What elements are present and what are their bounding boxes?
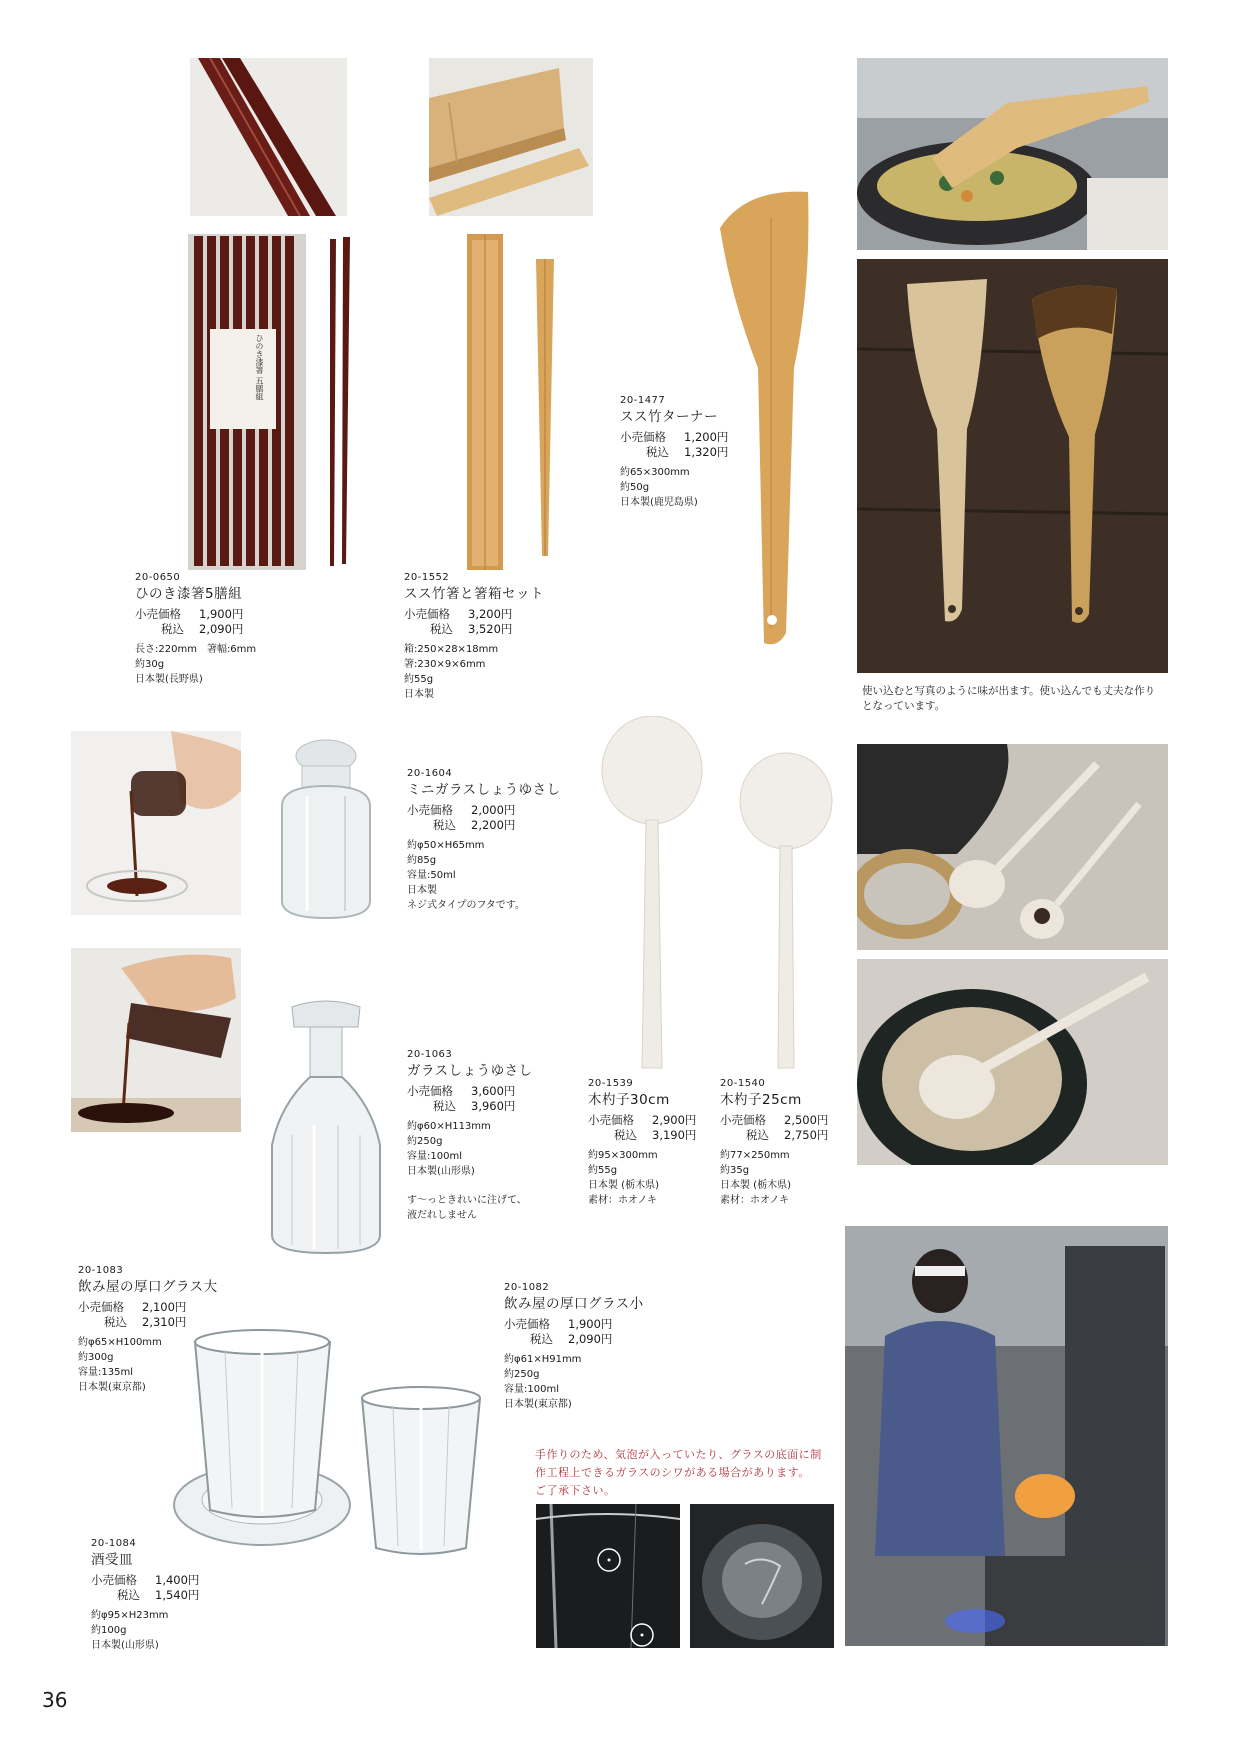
bamboo-box-closeup-photo [429,58,593,216]
spec-line: 約65×300mm [620,467,690,478]
spec-line: 箸:230×9×6mm [404,659,486,670]
page-number: 36 [42,1688,68,1712]
product-1540 [720,1076,850,1208]
spec-line: 約55g [588,1165,618,1176]
product-1539 [588,1076,718,1208]
product-name: 木杓子30cm [588,1092,670,1108]
turner-caption [862,684,1172,714]
product-1084 [91,1536,241,1653]
spec-line: 日本製(東京都) [78,1382,146,1393]
tax-label: 税込 [117,1588,140,1602]
spec-line: ネジ式タイプのフタです。 [407,900,525,911]
product-name: 木杓子25cm [720,1092,802,1108]
spec-line: 日本製 (栃木県) [720,1180,791,1191]
price: 1,200円 [684,430,729,444]
price-label: 小売価格 [91,1573,137,1587]
warning-line: 作工程上できるガラスのシワがある場合があります。 [535,1466,810,1479]
mini-glass-dispenser-photo [262,736,390,920]
product-code: 20-0650 [135,572,181,583]
spec-line: 約250g [504,1369,540,1380]
spec-line: 容量:50ml [407,870,456,881]
product-code: 20-1539 [588,1078,634,1089]
lacquer-chopsticks-product-photo [188,234,358,570]
spec-line: 約φ50×H65mm [407,840,485,851]
price: 3,200円 [468,607,513,621]
glass-dispenser-photo [262,995,390,1257]
spec-line: 容量:100ml [504,1384,559,1395]
product-name: ガラスしょうゆさし [407,1063,533,1079]
note-line: 液だれしません [407,1210,477,1221]
glass-bubble-detail-photo [536,1504,680,1648]
spec-line: 約30g [135,659,165,670]
price-label: 小売価格 [720,1113,766,1127]
note-line: す〜っときれいに注げて、 [407,1195,527,1206]
caption-line: 使い込むと写真のように味が出ます。使い込んでも丈夫な作り [862,685,1156,697]
price: 3,600円 [471,1084,516,1098]
product-1604 [407,766,597,913]
spec-line: 日本製 [407,885,437,896]
price-label: 小売価格 [404,607,450,621]
product-code: 20-1477 [620,395,666,406]
product-1063 [407,1047,587,1223]
price-label: 小売価格 [620,430,666,444]
price-label: 小売価格 [407,1084,453,1098]
spec-line: 日本製(山形県) [407,1166,475,1177]
spec-line: 日本製(山形県) [91,1640,159,1651]
product-0650 [135,570,325,687]
product-code: 20-1082 [504,1282,550,1293]
soy-pouring-photo [71,948,241,1132]
price: 2,100円 [142,1300,187,1314]
price: 1,900円 [199,607,244,621]
price: 2,000円 [471,803,516,817]
tax-label: 税込 [161,622,184,636]
product-code: 20-1604 [407,768,453,779]
product-1083 [78,1263,268,1395]
spec-line: 容量:100ml [407,1151,462,1162]
spec-line: 約85g [407,855,437,866]
price: 1,400円 [155,1573,200,1587]
ladle-scene-photo-1 [857,744,1168,950]
mini-soy-pouring-photo [71,731,241,915]
spec-line: 箱:250×28×18mm [404,644,499,655]
glass-warning-note [535,1446,845,1500]
product-name: ミニガラスしょうゆさし [407,782,561,798]
spec-line: 日本製 [404,689,434,700]
product-1477 [620,393,740,510]
tax-price: 3,190円 [652,1128,697,1142]
tax-price: 2,750円 [784,1128,829,1142]
spec-line: 日本製(長野県) [135,674,203,685]
spec-line: 約35g [720,1165,750,1176]
spec-line: 約250g [407,1136,443,1147]
product-name: 飲み屋の厚口グラス小 [504,1296,644,1312]
tax-label: 税込 [430,622,453,636]
product-1082 [504,1280,694,1412]
glass-wrinkle-detail-photo [690,1504,834,1648]
spec-line: 約φ61×H91mm [504,1354,582,1365]
warning-line: 手作りのため、気泡が入っていたり、グラスの底面に制 [535,1448,822,1461]
price-label: 小売価格 [135,607,181,621]
tax-price: 2,090円 [199,622,244,636]
spec-line: 約77×250mm [720,1150,790,1161]
price-label: 小売価格 [588,1113,634,1127]
spec-line: 素材：ホオノキ [720,1195,789,1206]
price-label: 小売価格 [504,1317,550,1331]
product-name: 飲み屋の厚口グラス大 [78,1279,218,1295]
price-label: 小売価格 [407,803,453,817]
turner-cooking-photo [857,58,1168,250]
product-code: 20-1084 [91,1538,137,1549]
tax-price: 2,090円 [568,1332,613,1346]
tax-price: 2,200円 [471,818,516,832]
tax-label: 税込 [104,1315,127,1329]
product-code: 20-1552 [404,572,450,583]
price: 1,900円 [568,1317,613,1331]
lacquer-chopsticks-closeup-photo [190,58,347,216]
spec-line: 約95×300mm [588,1150,658,1161]
spec-line: 約55g [404,674,434,685]
tax-price: 1,320円 [684,445,729,459]
price-label: 小売価格 [78,1300,124,1314]
spec-line: 約φ65×H100mm [78,1337,162,1348]
spec-line: 約50g [620,482,650,493]
spec-line: 日本製(鹿児島県) [620,497,698,508]
product-name: スス竹ターナー [620,409,718,425]
package-label: ひのき漆箸 五膳組 [255,334,264,401]
tax-price: 1,540円 [155,1588,200,1602]
spec-line: 約φ60×H113mm [407,1121,491,1132]
spec-line: 日本製 (栃木県) [588,1180,659,1191]
price: 2,500円 [784,1113,829,1127]
tax-label: 税込 [433,818,456,832]
ladle-scene-photo-2 [857,959,1168,1165]
product-name: ひのき漆箸5膳組 [135,586,243,602]
tax-price: 3,960円 [471,1099,516,1113]
caption-line: となっています。 [862,700,946,712]
tax-label: 税込 [646,445,669,459]
used-turners-photo [857,259,1168,673]
product-name: スス竹箸と箸箱セット [404,586,544,602]
tax-label: 税込 [530,1332,553,1346]
tax-label: 税込 [746,1128,769,1142]
spec-line: 約300g [78,1352,114,1363]
spec-line: 日本製(東京都) [504,1399,572,1410]
spec-line: 素材：ホオノキ [588,1195,657,1206]
tax-label: 税込 [614,1128,637,1142]
product-name: 酒受皿 [91,1552,133,1568]
product-code: 20-1540 [720,1078,766,1089]
price: 2,900円 [652,1113,697,1127]
small-glass-photo [358,1380,484,1558]
product-1552 [404,570,604,702]
spec-line: 約100g [91,1625,127,1636]
warning-line: ご了承下さい。 [535,1484,616,1497]
bamboo-chopsticks-box-photo [460,234,560,570]
product-code: 20-1063 [407,1049,453,1060]
product-code: 20-1083 [78,1265,124,1276]
tax-label: 税込 [433,1099,456,1113]
spec-line: 約φ95×H23mm [91,1610,169,1621]
wooden-ladles-photo [600,716,840,1072]
glass-factory-photo [845,1226,1168,1646]
tax-price: 3,520円 [468,622,513,636]
spec-line: 長さ:220mm 箸幅:6mm [135,644,257,655]
tax-price: 2,310円 [142,1315,187,1329]
spec-line: 容量:135ml [78,1367,133,1378]
